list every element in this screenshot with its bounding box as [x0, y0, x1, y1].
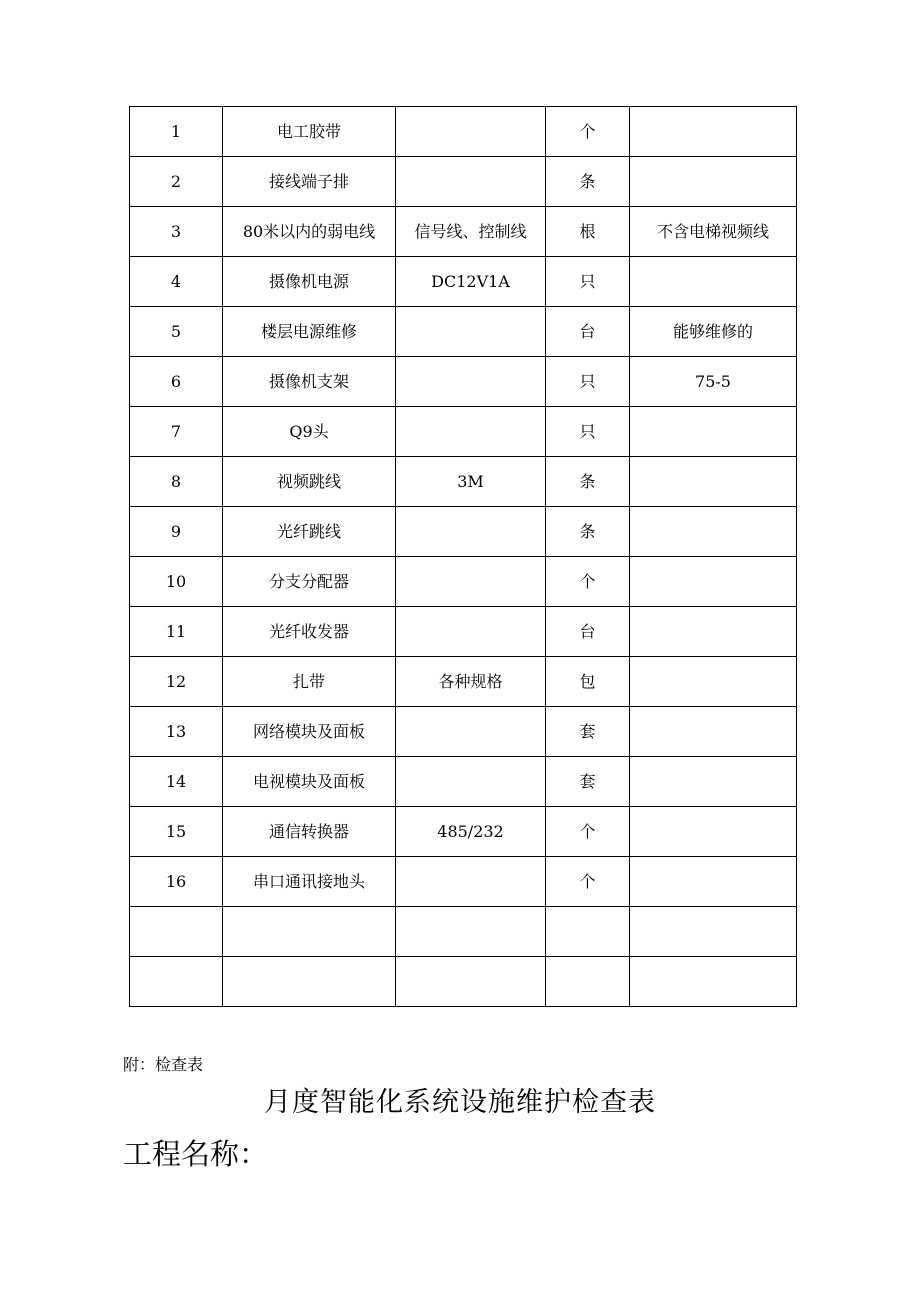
cell-spec [396, 357, 546, 407]
cell-spec: 3M [396, 457, 546, 507]
cell-item-name: 电工胶带 [223, 107, 396, 157]
cell-note [630, 457, 797, 507]
cell-item-name: 分支分配器 [223, 557, 396, 607]
cell-spec [396, 607, 546, 657]
cell-unit: 条 [546, 507, 630, 557]
cell-note [630, 257, 797, 307]
cell-number: 14 [130, 757, 223, 807]
cell-unit: 套 [546, 757, 630, 807]
table-row [130, 807, 797, 857]
cell-note [630, 957, 797, 1007]
cell-note [630, 857, 797, 907]
cell-item-name: 扎带 [223, 657, 396, 707]
cell-note: 不含电梯视频线 [630, 207, 797, 257]
cell-item-name: 电视模块及面板 [223, 757, 396, 807]
table-row [130, 657, 797, 707]
cell-unit: 台 [546, 607, 630, 657]
cell-spec [396, 407, 546, 457]
table-row [130, 157, 797, 207]
cell-unit: 包 [546, 657, 630, 707]
cell-spec: DC12V1A [396, 257, 546, 307]
cell-note [630, 407, 797, 457]
table-row [130, 257, 797, 307]
table-row [130, 507, 797, 557]
table-row [130, 357, 797, 407]
table-row [130, 757, 797, 807]
cell-note [630, 107, 797, 157]
parts-table [129, 106, 797, 1007]
attachment-note: 附：检查表 [123, 1055, 204, 1074]
cell-unit [546, 907, 630, 957]
cell-unit: 个 [546, 807, 630, 857]
cell-note [630, 607, 797, 657]
table-row [130, 907, 797, 957]
cell-number: 15 [130, 807, 223, 857]
cell-item-name: 通信转换器 [223, 807, 396, 857]
cell-unit: 个 [546, 857, 630, 907]
cell-spec [396, 107, 546, 157]
cell-note: 75-5 [630, 357, 797, 407]
cell-item-name: 接线端子排 [223, 157, 396, 207]
cell-spec: 各种规格 [396, 657, 546, 707]
cell-spec: 485/232 [396, 807, 546, 857]
cell-item-name [223, 957, 396, 1007]
cell-note [630, 807, 797, 857]
table-row [130, 707, 797, 757]
cell-spec: 信号线、控制线 [396, 207, 546, 257]
cell-number: 11 [130, 607, 223, 657]
cell-number: 12 [130, 657, 223, 707]
cell-number: 8 [130, 457, 223, 507]
cell-number: 3 [130, 207, 223, 257]
cell-item-name: 楼层电源维修 [223, 307, 396, 357]
cell-spec [396, 957, 546, 1007]
table-row [130, 557, 797, 607]
cell-number: 9 [130, 507, 223, 557]
cell-number [130, 957, 223, 1007]
table-row [130, 457, 797, 507]
cell-note: 能够维修的 [630, 307, 797, 357]
cell-spec [396, 907, 546, 957]
cell-number: 6 [130, 357, 223, 407]
table-row [130, 957, 797, 1007]
cell-note [630, 757, 797, 807]
cell-unit: 台 [546, 307, 630, 357]
cell-spec [396, 507, 546, 557]
cell-note [630, 157, 797, 207]
cell-note [630, 557, 797, 607]
cell-spec [396, 157, 546, 207]
cell-unit: 个 [546, 557, 630, 607]
cell-unit [546, 957, 630, 1007]
table-row [130, 857, 797, 907]
table-row [130, 207, 797, 257]
cell-spec [396, 307, 546, 357]
cell-unit: 套 [546, 707, 630, 757]
cell-note [630, 657, 797, 707]
cell-note [630, 507, 797, 557]
parts-table-body [130, 107, 797, 1007]
cell-spec [396, 757, 546, 807]
cell-number: 13 [130, 707, 223, 757]
cell-number: 2 [130, 157, 223, 207]
cell-number: 7 [130, 407, 223, 457]
cell-number: 10 [130, 557, 223, 607]
cell-note [630, 907, 797, 957]
cell-unit: 根 [546, 207, 630, 257]
cell-item-name: 光纤收发器 [223, 607, 396, 657]
cell-item-name: 网络模块及面板 [223, 707, 396, 757]
cell-number: 16 [130, 857, 223, 907]
table-row [130, 407, 797, 457]
cell-item-name: 视频跳线 [223, 457, 396, 507]
cell-unit: 只 [546, 407, 630, 457]
cell-item-name: 80米以内的弱电线 [223, 207, 396, 257]
cell-item-name: 串口通讯接地头 [223, 857, 396, 907]
cell-note [630, 707, 797, 757]
cell-unit: 个 [546, 107, 630, 157]
cell-item-name [223, 907, 396, 957]
project-name-label: 工程名称： [123, 1137, 269, 1171]
cell-item-name: Q9头 [223, 407, 396, 457]
cell-unit: 条 [546, 157, 630, 207]
document-title: 月度智能化系统设施维护检查表 [264, 1087, 656, 1118]
cell-item-name: 摄像机电源 [223, 257, 396, 307]
cell-unit: 只 [546, 257, 630, 307]
cell-spec [396, 857, 546, 907]
cell-item-name: 光纤跳线 [223, 507, 396, 557]
table-row [130, 607, 797, 657]
cell-number: 5 [130, 307, 223, 357]
cell-unit: 只 [546, 357, 630, 407]
table-row [130, 107, 797, 157]
cell-spec [396, 557, 546, 607]
table-row [130, 307, 797, 357]
cell-number: 1 [130, 107, 223, 157]
cell-item-name: 摄像机支架 [223, 357, 396, 407]
cell-number [130, 907, 223, 957]
cell-number: 4 [130, 257, 223, 307]
cell-spec [396, 707, 546, 757]
cell-unit: 条 [546, 457, 630, 507]
